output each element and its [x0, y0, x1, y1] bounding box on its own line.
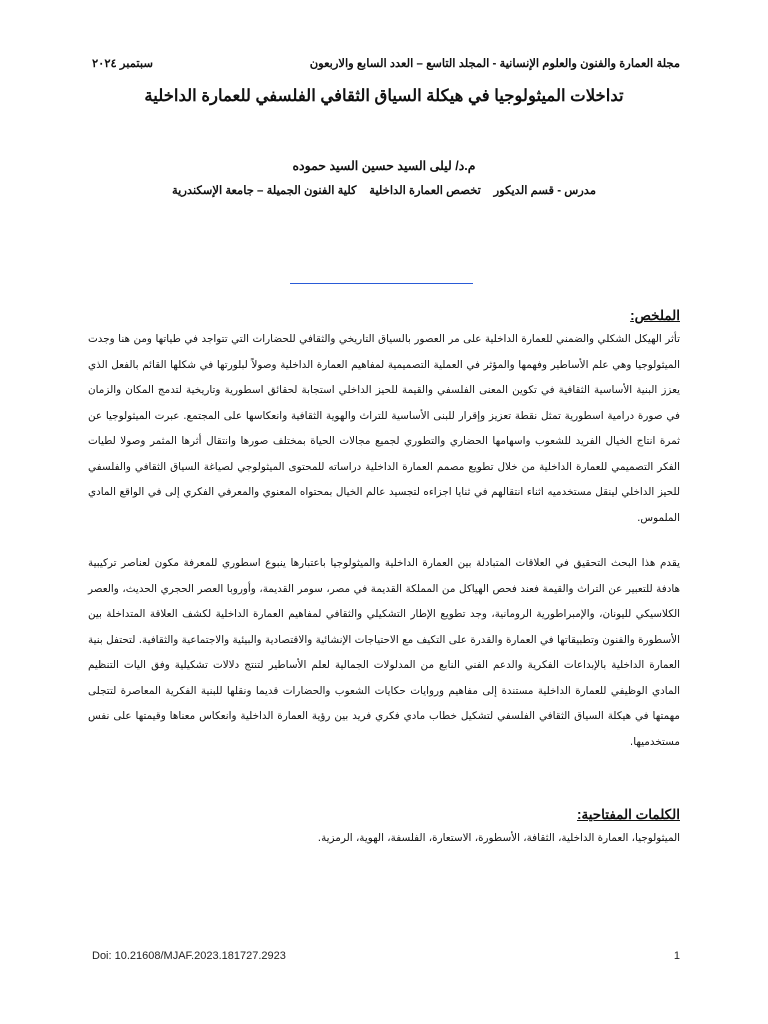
journal-name: مجلة العمارة والفنون والعلوم الإنسانية - المجلد التاسع – العدد السابع والاربعون [309, 58, 680, 70]
page-number: 1 [673, 950, 680, 962]
separator-rule [290, 283, 473, 284]
keywords-heading: الكلمات المفتاحية: [576, 807, 680, 822]
page-footer [92, 950, 680, 968]
abstract-heading: الملخص: [630, 308, 680, 323]
keywords-list: الميثولوجيا، العمارة الداخلية، الثقافة، الأسطورة، الاستعارة، الفلسفة، الهوية، الرمزية. [317, 832, 680, 844]
author-affiliation: مدرس - قسم الديكور تخصص العمارة الداخلية كلية الفنون الجميلة – جامعة الإسكندرية [171, 185, 597, 197]
abstract-paragraph-2: يقدم هذا البحث التحقيق في العلاقات المتبادلة بين العمارة الداخلية والميثولوجيا باعتبارها ينبوع اسطوري للمعرفة مكون لعناصر تركيبية هادفة للتعبير عن التراث والقيمة فعند فحص الهياكل من المملكة القديمة في مصر، سومر القديمة، وأوروبا العصر الحجري الحديث، والعصر الكلاسيكي لليونان، والإمبراطورية الرومانية، وجد تطويع الإطار التشكيلي والثقافي لمفاهيم العمارة الداخلية لكشف العلاقة المتداخلة بين الأسطورة والفنون وتطبيقاتها في العمارة والقدرة على التكيف مع الاحتياجات الإنشائية والاقتصادية والبيئية والاجتماعية والثقافية. لتحتفل بنية العمارة الداخلية بالإبداعات الفكرية والدعم الفني النابع من المدلولات الجمالية لعلم الأساطير لتنتج دلالات تشكيلية وفق اليات التنظيم المادي الوظيفي للعمارة الداخلية مستندة إلى مفاهيم وروايات حكايات الشعوب والحضارات قديما ونقلها للبنية الفكرية المعاصرة لتتجلى مهمتها في هيكلة السياق الثقافي الفلسفي لتشكيل خطاب مادي فكري فريد بين رؤية العمارة الداخلية وانعكاس معناها وقيمتها على نفس مستخدميها. [88, 557, 680, 748]
doi-link[interactable]: Doi: 10.21608/MJAF.2023.181727.2923 [92, 950, 286, 962]
issue-date: سبتمبر ٢٠٢٤ [92, 58, 153, 70]
paper-title: تداخلات الميثولوجيا في هيكلة السياق الثقافي الفلسفي للعمارة الداخلية [144, 87, 624, 105]
author-name: م.د/ ليلى السيد حسين السيد حموده [292, 159, 476, 173]
running-header [92, 56, 680, 74]
abstract-paragraph-1: تأثر الهيكل الشكلي والضمني للعمارة الداخلية على مر العصور بالسياق التاريخي والثقافي للحضارات التي تتواجد في طياتها ومن هنا وجدت الميثولوجيا وهي علم الأساطير وفهمها والمؤثر في العملية التصميمية لمفاهيم العمارة الداخلية وصولاً لبلورتها في شكلها القائم بالفعل الذي يعزز البنية الأساسية الثقافية في تكوين المعنى الفلسفي والقيمة للحيز الداخلي استجابة لحقائق اسطورية وتاريخية لتدمج المكان والزمان في صورة درامية اسطورية تمثل نقطة تعزيز وإقرار للبنى الأساسية للتراث والهوية الثقافية وانعكاسها على المجتمع. عبرت الميثولوجيا عن ثمرة انتاج الخيال الفريد للشعوب واسهامها الحضاري والتطوري لجميع مجالات الحياة بمختلف صورها وانتقال أثرها المثمر وصولا لطيات الفكر التصميمي للعمارة الداخلية من خلال تطويع مصمم العمارة الداخلية دراساته للمحتوى الميثولوجي لصياغة السياق الثقافي والفلسفي للحيز الداخلي لينقل مستخدميه اثناء انتقالهم في ثنايا اجزاءه لتجسيد عالم الخيال بمحتواه المعنوي والمعرفي الفكري إلى في الواقع المادي الملموس. [88, 333, 680, 524]
